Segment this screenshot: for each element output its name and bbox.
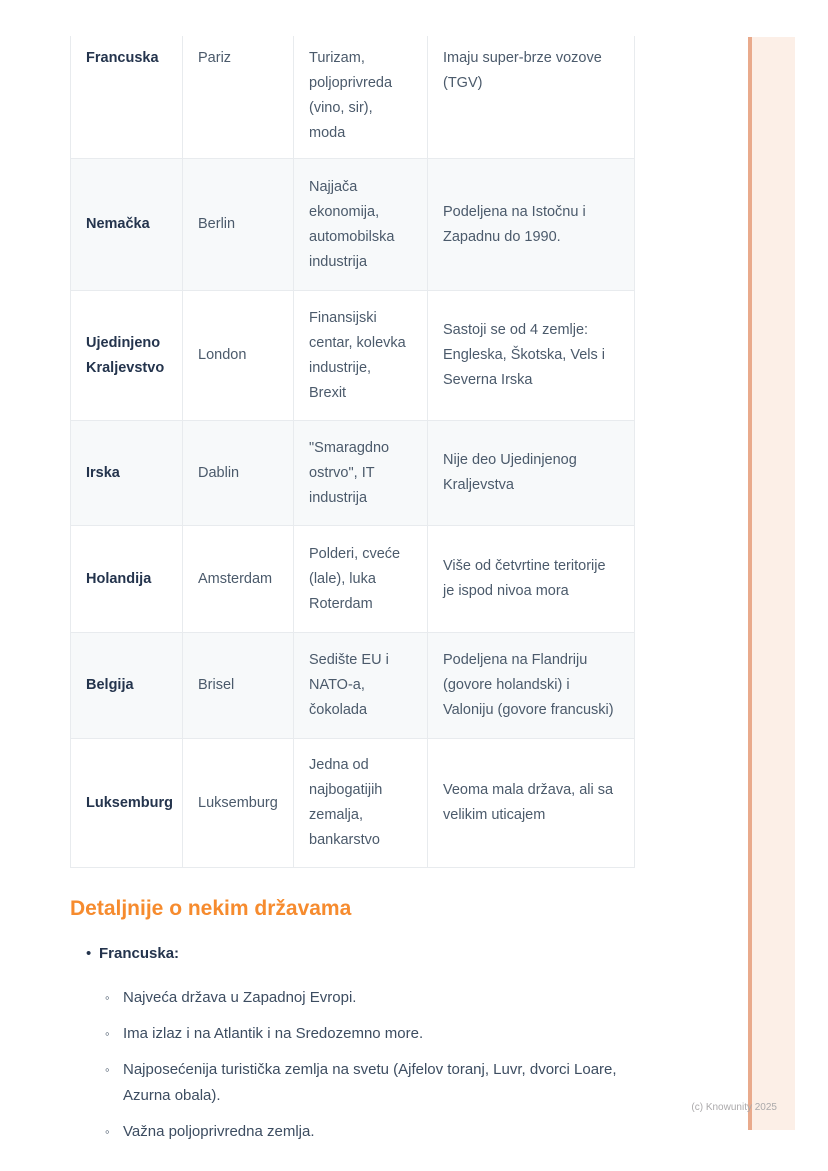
- page-edge-line: [748, 37, 752, 1130]
- cell-note: Više od četvrtine teritorije je ispod nivoa mora: [428, 526, 635, 633]
- circle-bullet-icon: ◦: [105, 1124, 110, 1139]
- circle-bullet-icon: ◦: [105, 1026, 110, 1041]
- cell-economy: Turizam, poljoprivreda (vino, sir), moda: [294, 36, 428, 159]
- table-row: [71, 739, 635, 868]
- cell-country: Ujedinjeno Kraljevstvo: [71, 291, 183, 421]
- cell-capital: Pariz: [183, 36, 294, 159]
- list-item: [70, 1021, 634, 1047]
- cell-country: Irska: [71, 421, 183, 526]
- table-row: [71, 159, 635, 291]
- cell-note: Imaju super-brze vozove (TGV): [428, 36, 635, 159]
- cell-note: Veoma mala država, ali sa velikim uticajem: [428, 739, 635, 868]
- document-page: [70, 36, 634, 1155]
- france-sublist: [70, 985, 634, 1145]
- cell-note: Sastoji se od 4 zemlje: Engleska, Škotska, Vels i Severna Irska: [428, 291, 635, 421]
- cell-capital: Luksemburg: [183, 739, 294, 868]
- circle-bullet-icon: ◦: [105, 990, 110, 1005]
- section-heading: Detaljnije o nekim državama: [70, 897, 352, 920]
- list-item-label: Francuska:: [99, 945, 180, 962]
- cell-economy: Najjača ekonomija, automobilska industrija: [294, 159, 428, 291]
- cell-country: Luksemburg: [71, 739, 183, 868]
- list-item-text: Važna poljoprivredna zemlja.: [123, 1123, 315, 1140]
- cell-economy: Polderi, cveće (lale), luka Roterdam: [294, 526, 428, 633]
- list-item-country: [70, 941, 634, 967]
- list-item: [70, 1057, 634, 1109]
- list-item: [70, 985, 634, 1011]
- cell-capital: London: [183, 291, 294, 421]
- cell-note: Podeljena na Istočnu i Zapadnu do 1990.: [428, 159, 635, 291]
- cell-country: Nemačka: [71, 159, 183, 291]
- cell-capital: Brisel: [183, 633, 294, 739]
- list-item-text: Ima izlaz i na Atlantik i na Sredozemno more.: [123, 1025, 424, 1042]
- cell-economy: "Smaragdno ostrvo", IT industrija: [294, 421, 428, 526]
- list-item-text: Najveća država u Zapadnoj Evropi.: [123, 989, 357, 1006]
- list-item-text: Najposećenija turistička zemlja na svetu (Ajfelov toranj, Luvr, dvorci Loare, Azurna obala).: [123, 1061, 617, 1104]
- table-row: [71, 291, 635, 421]
- cell-note: Podeljena na Flandriju (govore holandski) i Valoniju (govore francuski): [428, 633, 635, 739]
- table-row: [71, 633, 635, 739]
- countries-table-body: [71, 36, 635, 868]
- list-item: [70, 1119, 634, 1145]
- cell-country: Francuska: [71, 36, 183, 159]
- cell-capital: Berlin: [183, 159, 294, 291]
- cell-country: Belgija: [71, 633, 183, 739]
- cell-note: Nije deo Ujedinjenog Kraljevstva: [428, 421, 635, 526]
- cell-capital: Amsterdam: [183, 526, 294, 633]
- table-row: [71, 421, 635, 526]
- table-row: [71, 526, 635, 633]
- circle-bullet-icon: ◦: [105, 1062, 110, 1077]
- cell-capital: Dablin: [183, 421, 294, 526]
- page-edge-stripe: [752, 37, 795, 1130]
- cell-country: Holandija: [71, 526, 183, 633]
- footer-copyright: (c) Knowunity 2025: [691, 1102, 777, 1113]
- cell-economy: Sedište EU i NATO-a, čokolada: [294, 633, 428, 739]
- cell-economy: Jedna od najbogatijih zemalja, bankarstvo: [294, 739, 428, 868]
- countries-table: [70, 36, 635, 868]
- bullet-icon: •: [86, 945, 92, 962]
- table-row: [71, 36, 635, 159]
- cell-economy: Finansijski centar, kolevka industrije, Brexit: [294, 291, 428, 421]
